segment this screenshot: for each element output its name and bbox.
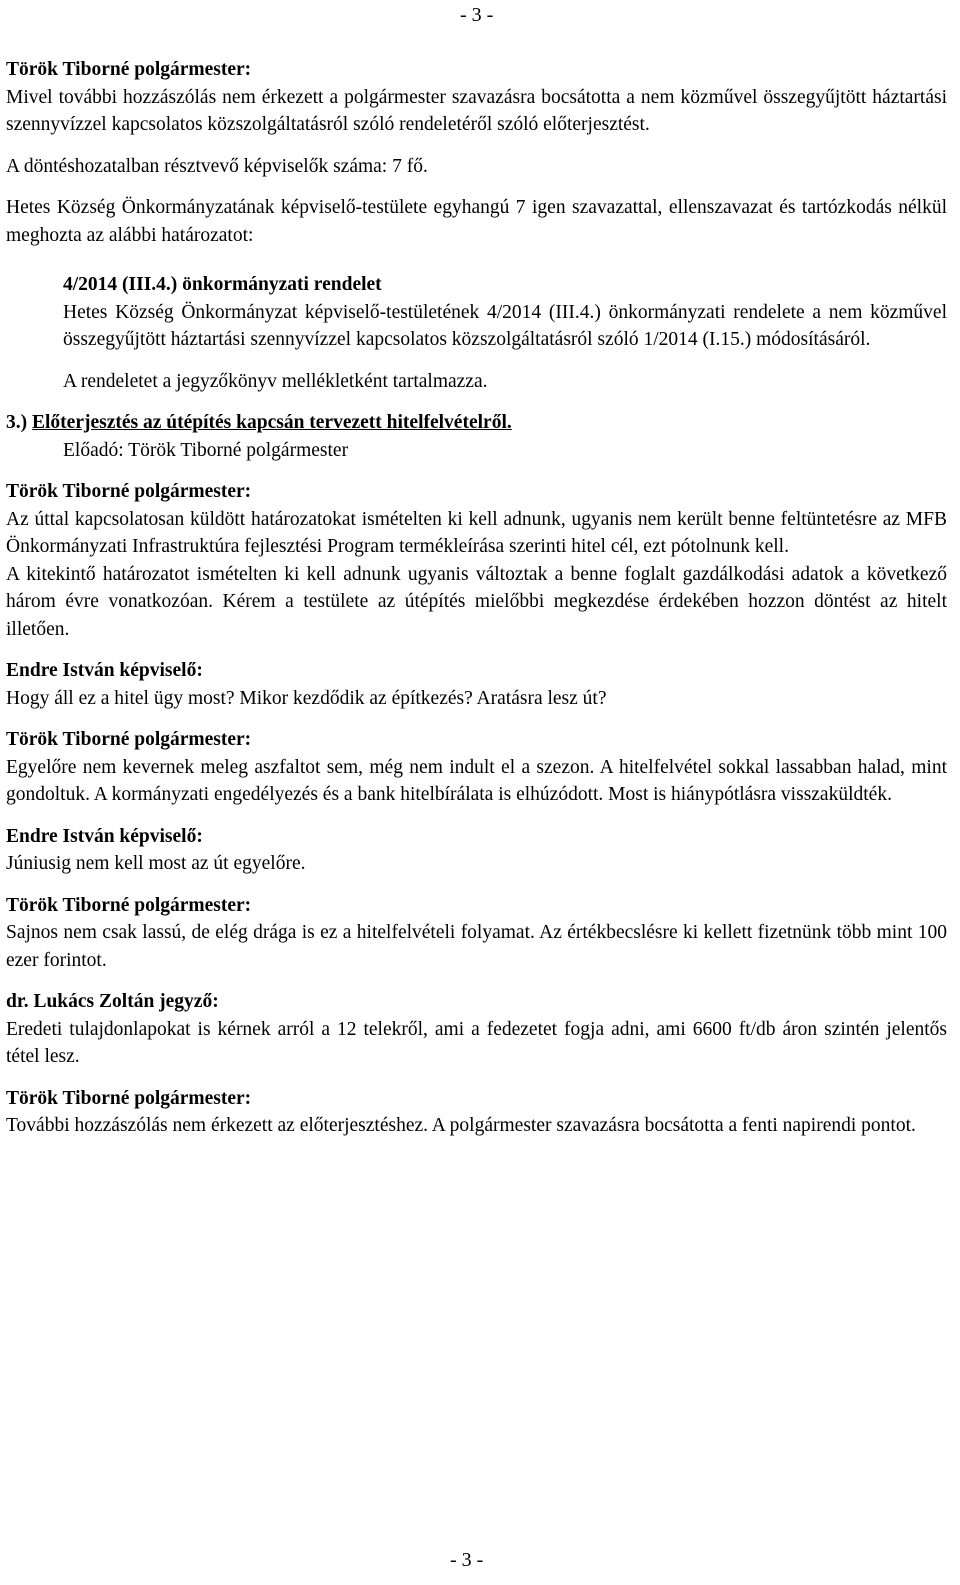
paragraph: Hetes Község Önkormányzatának képviselő-testülete egyhangú 7 igen szavazattal, ellenszavazat és tartózkodás nélkül meghozta az alábbi határozatot: (6, 197, 947, 246)
speaker-heading: Török Tiborné polgármester: (6, 481, 252, 502)
speaker-heading: Török Tiborné polgármester: (6, 729, 252, 750)
document-body (6, 34, 947, 1140)
paragraph: A döntéshozatalban résztvevő képviselők száma: 7 fő. (6, 155, 428, 177)
agenda-item (6, 409, 947, 437)
agenda-title: Előterjesztés az útépítés kapcsán tervezett hitelfelvételről. (32, 412, 512, 433)
paragraph: Az úttal kapcsolatosan küldött határozatokat ismételten ki kell adnunk, ugyanis nem került benne feltüntetésre az MFB Önkormányzati Infrastruktúra fejlesztési Program termékleírása szerinti hitel cél, ezt pótolnunk kell. (6, 508, 947, 557)
agenda-presenter: Előadó: Török Tiborné polgármester (63, 439, 349, 461)
paragraph: Eredeti tulajdonlapokat is kérnek arról a 12 telekről, ami a fedezetet fogja adni, ami 6600 ft/db áron szintén jelentős tétel lesz. (6, 1018, 947, 1067)
paragraph: Júniusig nem kell most az út egyelőre. (6, 853, 306, 874)
speaker-heading: Török Tiborné polgármester: (6, 1087, 252, 1109)
paragraph: Sajnos nem csak lassú, de elég drága is ez a hitelfelvételi folyamat. Az értékbecslésre ki kellett fizetnünk több mint 100 ezer forintot. (6, 922, 947, 971)
speaker-heading: Endre István képviselő: (6, 825, 203, 847)
paragraph: További hozzászólás nem érkezett az előterjesztéshez. A polgármester szavazásra bocsátotta a fenti napirendi pontot. (6, 1115, 916, 1136)
paragraph: A kitekintő határozatot ismételten ki kell adnunk ugyanis változtak a benne foglalt gazdálkodási adatok a következő három évre vonatkozóan. Kérem a testülete az útépítés mielőbbi megkezdése érdekében hozzon döntést az hitelt illetően. (6, 563, 947, 640)
agenda-number: 3.) (6, 412, 28, 433)
speaker-heading: Török Tiborné polgármester: (6, 894, 252, 916)
paragraph: Hogy áll ez a hitel ügy most? Mikor kezdődik az építkezés? Aratásra lesz út? (6, 687, 607, 709)
speaker-heading: Endre István képviselő: (6, 660, 203, 681)
decree-body: Hetes Község Önkormányzat képviselő-testületének 4/2014 (III.4.) önkormányzati rendelete a nem közművel összegyűjtött háztartási szennyvízzel kapcsolatos közszolgáltatásról szóló 1/2014 (I.15.) módosításáról. (63, 301, 947, 350)
paragraph: Mivel további hozzászólás nem érkezett a polgármester szavazásra bocsátotta a nem közművel összegyűjtött háztartási szennyvízzel kapcsolatos közszolgáltatásról szóló rendeletéről szóló előterjesztést. (6, 86, 947, 135)
paragraph: Egyelőre nem kevernek meleg aszfaltot sem, még nem indult el a szezon. A hitelfelvétel sokkal lassabban halad, mint gondoltuk. A kormányzati engedélyezés és a bank hitelbírálata is elhúzódott. Most is hiánypótlásra visszaküldték. (6, 756, 947, 805)
decree-block (6, 271, 947, 395)
page-number-footer: - 3 - (450, 1549, 484, 1571)
speaker-heading: Török Tiborné polgármester: (6, 59, 252, 80)
decree-note: A rendeletet a jegyzőkönyv mellékletként tartalmazza. (63, 370, 488, 392)
decree-title: 4/2014 (III.4.) önkormányzati rendelet (63, 274, 382, 295)
page-number-header: - 3 - (460, 4, 494, 26)
speaker-heading: dr. Lukács Zoltán jegyző: (6, 991, 219, 1012)
